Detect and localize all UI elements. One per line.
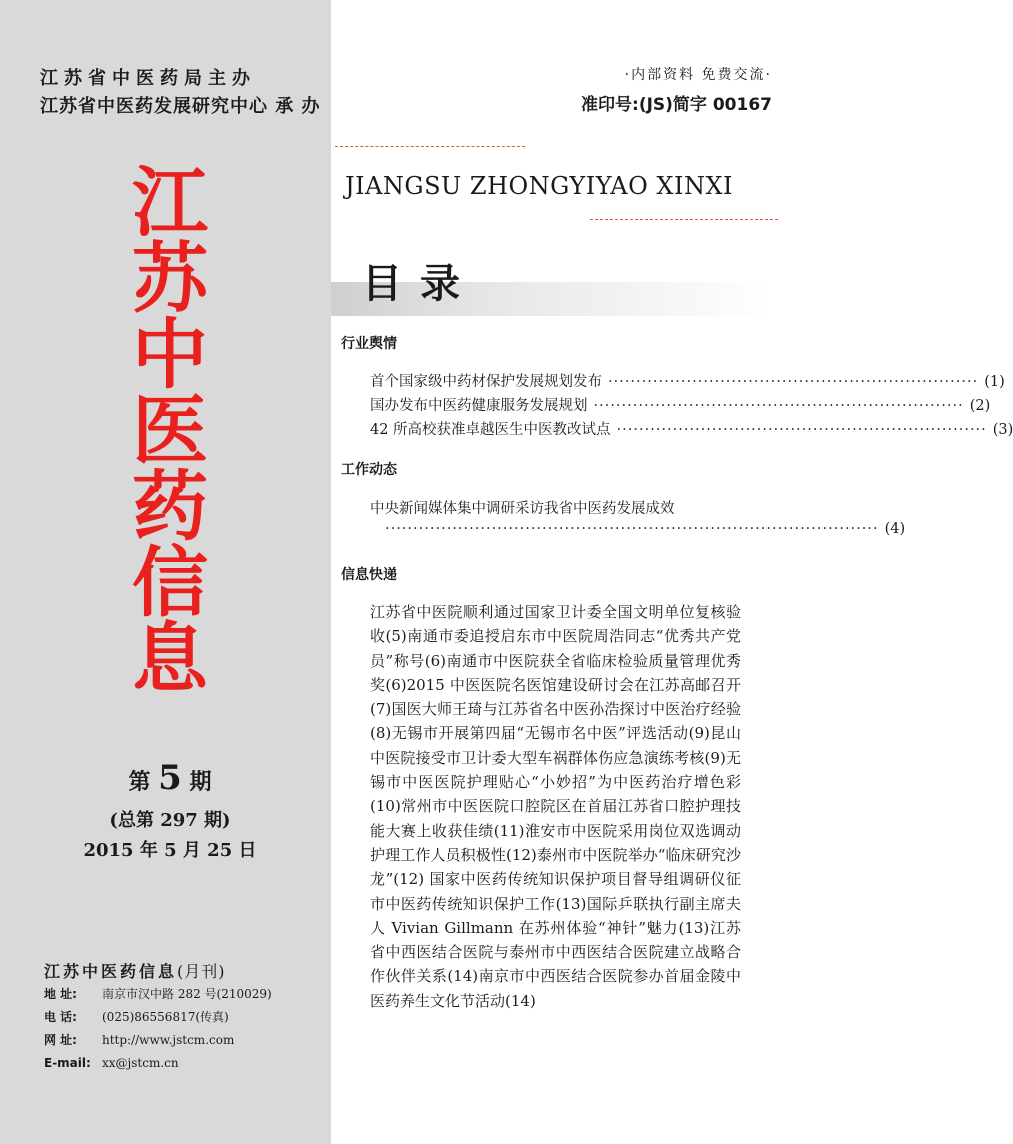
masthead-char: 苏 xyxy=(132,234,208,323)
section-work-updates: 工作动态 xyxy=(341,462,397,478)
toc-leader-dots: ························································································ xyxy=(385,521,879,537)
info-row-email xyxy=(44,1052,272,1075)
organizer-line: 江苏省中医药局主办 xyxy=(40,68,256,89)
masthead-char: 医 xyxy=(132,386,208,475)
info-label: 地 址: xyxy=(44,987,77,1001)
website-link[interactable]: http://www.jstcm.com xyxy=(102,1033,235,1047)
co-organizer-line: 江苏省中医药发展研究中心 承 办 xyxy=(40,96,321,117)
toc-leader-dots: ·································································· xyxy=(608,374,979,390)
divider-dashed-top xyxy=(335,146,525,147)
section-news-express: 信息快递 xyxy=(341,567,397,583)
toc-entry-page: (3) xyxy=(992,422,1013,438)
toc-entry-title: 首个国家级中药材保护发展规划发布 xyxy=(370,374,602,390)
divider-dashed-bottom xyxy=(590,219,778,220)
info-label: 电 话: xyxy=(44,1010,77,1024)
masthead-char: 息 xyxy=(132,614,208,703)
toc-leader-dots: ·································································· xyxy=(593,398,964,414)
issue-total: (总第 297 期) xyxy=(109,810,231,831)
publisher-info xyxy=(44,960,272,1075)
permit-number: 准印号:(JS)简字 00167 xyxy=(581,95,772,115)
info-label: 网 址: xyxy=(44,1033,77,1047)
toc-entry[interactable] xyxy=(370,394,991,415)
publisher-title xyxy=(44,960,272,983)
masthead-title xyxy=(120,158,220,703)
toc-leader-dots: ·································································· xyxy=(616,422,987,438)
info-value: (025)86556817(传真) xyxy=(102,1010,229,1024)
toc-entry-title: 中央新闻媒体集中调研采访我省中医药发展成效 xyxy=(370,501,675,517)
toc-entry-continuation xyxy=(385,521,906,537)
info-row-phone xyxy=(44,1006,272,1029)
section-industry-opinion: 行业舆情 xyxy=(341,336,397,352)
info-row-website xyxy=(44,1029,272,1052)
toc-entry-page: (4) xyxy=(884,521,906,537)
publisher-frequency: (月刊) xyxy=(177,962,226,981)
toc-entry[interactable] xyxy=(370,418,1013,439)
publisher-name: 江苏中医药信息 xyxy=(44,962,178,981)
masthead-char: 药 xyxy=(132,462,208,551)
issue-num: 5 xyxy=(158,758,182,798)
issue-number xyxy=(40,758,300,798)
toc-entry-page: (1) xyxy=(984,374,1005,390)
masthead-char: 江 xyxy=(132,158,208,247)
info-label: E-mail: xyxy=(44,1056,91,1070)
toc-entry-title: 国办发布中医药健康服务发展规划 xyxy=(370,398,588,414)
info-value: 南京市汉中路 282 号(210029) xyxy=(102,987,272,1001)
issue-suffix: 期 xyxy=(189,769,212,795)
email-link[interactable]: xx@jstcm.cn xyxy=(102,1056,179,1070)
toc-heading: 目录 xyxy=(362,261,478,307)
distribution-note: ·内部资料 免费交流· xyxy=(624,67,772,83)
issue-prefix: 第 xyxy=(128,769,151,795)
masthead-char: 中 xyxy=(132,310,208,399)
toc-entry[interactable] xyxy=(370,370,1005,391)
latin-title: JIANGSU ZHONGYIYAO XINXI xyxy=(345,172,734,200)
issue-date: 2015 年 5 月 25 日 xyxy=(83,840,257,861)
info-row-address xyxy=(44,983,272,1006)
toc-entry-page: (2) xyxy=(969,398,991,414)
masthead-char: 信 xyxy=(132,538,208,627)
news-express-paragraph: 江苏省中医院顺利通过国家卫计委全国文明单位复核验收(5)南通市委追授启东市中医院周浩同志“优秀共产党员”称号(6)南通市中医院获全省临床检验质量管理优秀奖(6)2015 中医医院名医馆建设研讨会在江苏高邮召开(7)国医大师王琦与江苏省名中医孙浩探讨中医治疗经验(8)无锡市开展第四届“无锡市名中医”评选活动(9)昆山中医院接受市卫计委大型车祸群体伤应急演练考核(9)无锡市中医医院护理贴心“小妙招”为中医药治疗增色彩(10)常州市中医医院口腔院区在首届江苏省口腔护理技能大赛上收获佳绩(11)淮安市中医院采用岗位双选调动护理工作人员积极性(12)泰州市中医院举办“临床研究沙龙”(12) 国家中医药传统知识保护项目督导组调研仪征市中医药传统知识保护工作(13)国际乒联执行副主席夫人 Vivian Gillmann 在苏州体验“神针”魅力(13)江苏省中西医结合医院与泰州市中西医结合医院建立战略合作伙伴关系(14)南京市中西医结合医院参办首届金陵中医药养生文化节活动(14) xyxy=(370,603,741,1010)
toc-entry[interactable] xyxy=(370,497,741,518)
toc-entry-title: 42 所高校获准卓越医生中医教改试点 xyxy=(370,422,611,438)
